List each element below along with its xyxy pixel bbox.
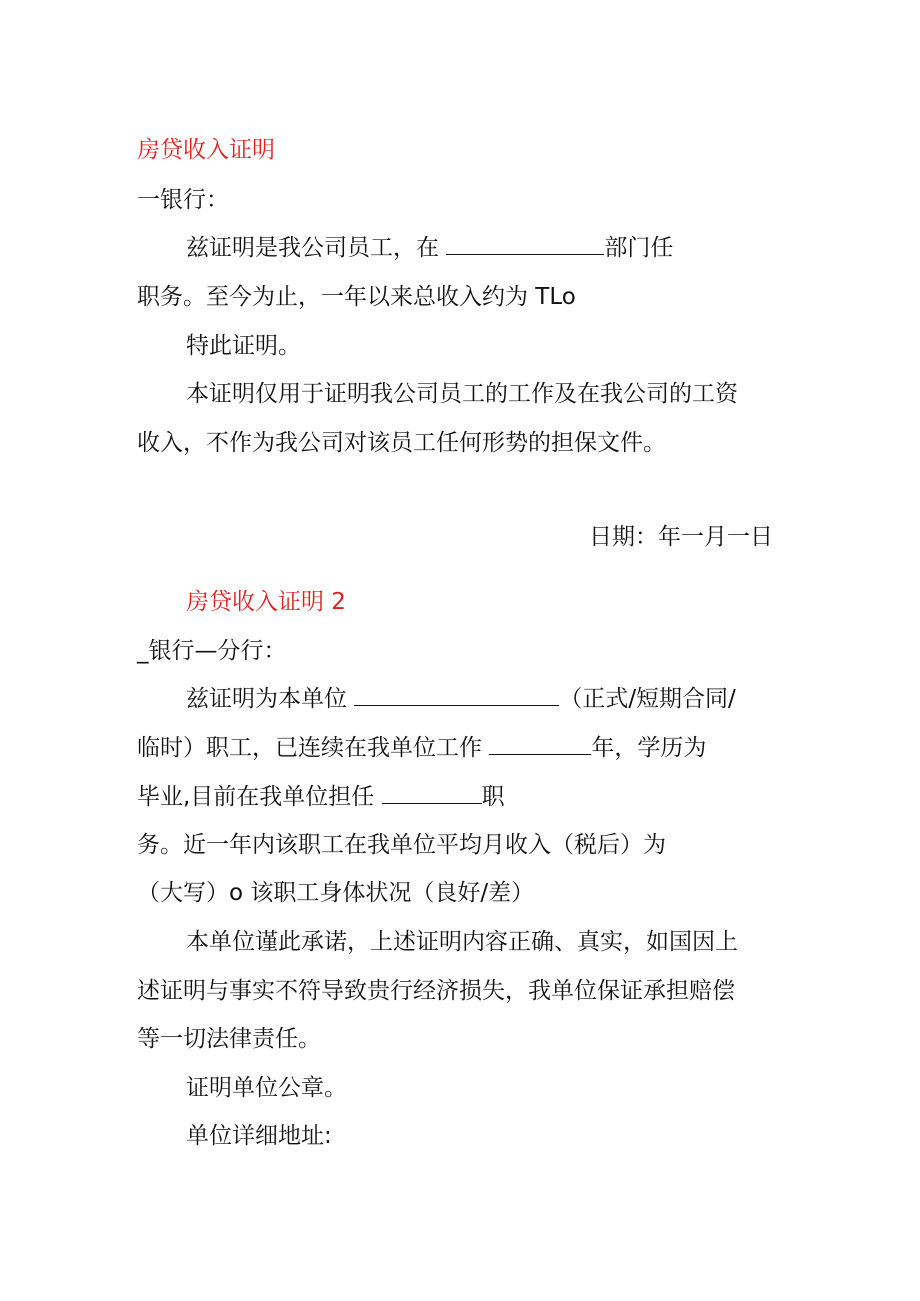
department-blank: [446, 234, 604, 255]
section2-paragraph2-line2: 述证明与事实不符导致贵行经济损失，我单位保证承担赔偿: [137, 978, 735, 1004]
section2-p1-text-b: （正式/短期合同/: [559, 686, 736, 712]
section1-p1-text-a: 兹证明是我公司员工，在: [186, 235, 439, 261]
section1-salutation: 一银行：: [137, 187, 229, 213]
section2-p1-text-f: 职: [481, 784, 505, 810]
section2-paragraph2-line1: 本单位谨此承诺，上述证明内容正确、真实，如国因上: [186, 929, 738, 955]
section1-paragraph1-line2: 职务。至今为止，一年以来总收入约为 TLo: [137, 284, 576, 310]
years-blank: [489, 734, 591, 755]
section2-paragraph1-line2: [137, 733, 706, 763]
section2-p1-text-a: 兹证明为本单位: [186, 686, 347, 712]
section2-paragraph1-line1: [186, 684, 736, 714]
section1-paragraph1-line1: [186, 233, 673, 263]
section2-p1-text-e: 毕业,目前在我单位担任: [137, 784, 375, 810]
position-blank: [382, 783, 482, 804]
section2-company-seal: 证明单位公章。: [186, 1075, 347, 1101]
section1-paragraph3-line1: 本证明仅用于证明我公司员工的工作及在我公司的工资: [186, 381, 738, 407]
section2-paragraph1-line3: [137, 782, 505, 812]
section2-salutation: _银行—分行：: [137, 638, 287, 664]
section2-p1-text-d: 年，学历为: [591, 735, 707, 761]
section1-date: 日期：年一月一日: [589, 524, 773, 550]
section2-paragraph1-line5: （大写）o 该职工身体状况（良好/差）: [137, 880, 535, 906]
section2-p1-text-c: 临时）职工，已连续在我单位工作: [137, 735, 482, 761]
employee-name-blank: [354, 685, 559, 706]
section1-paragraph2: 特此证明。: [186, 333, 301, 359]
section2-title: 房贷收入证明 2: [186, 589, 346, 615]
section2-paragraph2-line3: 等一切法律责任。: [137, 1026, 321, 1052]
section1-title: 房贷收入证明: [137, 137, 275, 163]
section1-paragraph3-line2: 收入，不作为我公司对该员工任何形势的担保文件。: [137, 430, 666, 456]
section1-p1-text-b: 部门任: [604, 235, 674, 261]
section2-company-address: 单位详细地址:: [186, 1123, 332, 1149]
section2-paragraph1-line4: 务。近一年内该职工在我单位平均月收入（税后）为: [137, 832, 666, 858]
